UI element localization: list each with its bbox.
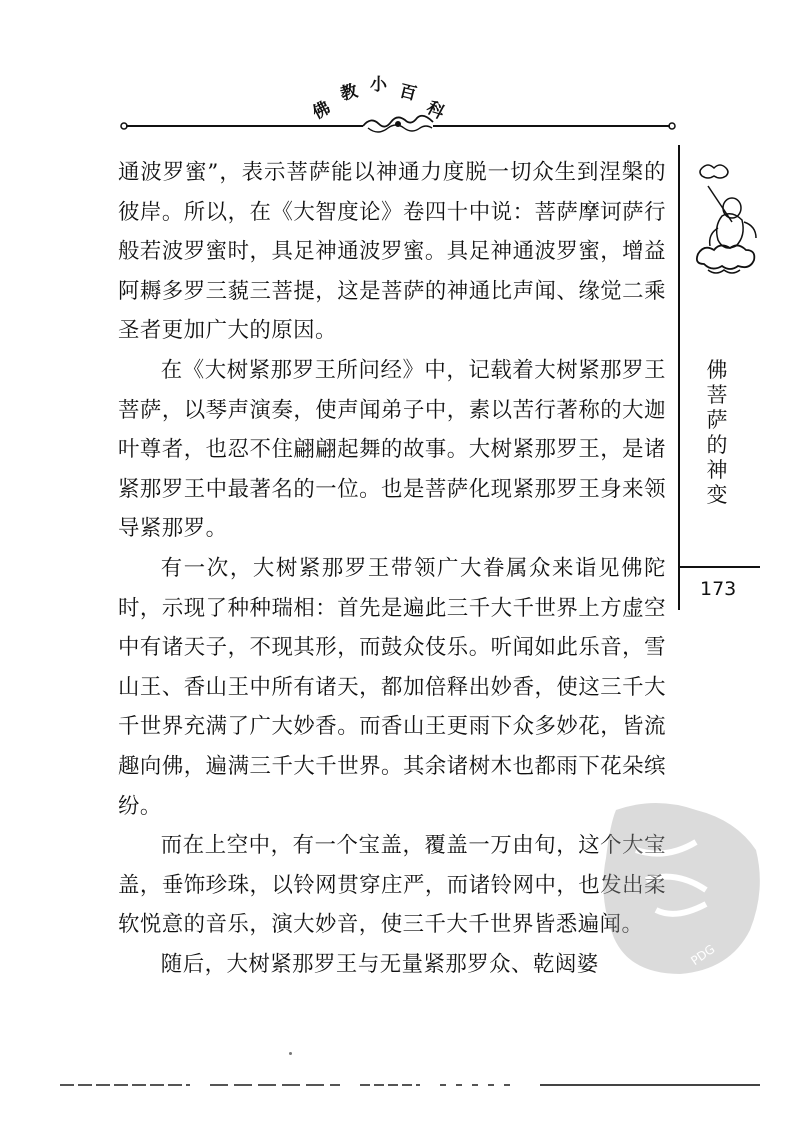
- section-title-char: 萨: [706, 408, 728, 432]
- body-text: [118, 153, 666, 984]
- paragraph: 在《大树紧那罗王所问经》中，记载着大树紧那罗王菩萨，以琴声演奏，使声闻弟子中，素以苦行著称的大迦叶尊者，也忍不住翩翩起舞的故事。大树紧那罗王，是诸紧那罗王中最著名的一位。也是菩萨化现紧那罗王身来领导紧那罗。: [118, 357, 666, 542]
- header-char: 小: [370, 75, 387, 95]
- paragraph: 通波罗蜜”，表示菩萨能以神通力度脱一切众生到涅槃的彼岸。所以，在《大智度论》卷四十中说：菩萨摩诃萨行般若波罗蜜时，具足神通波罗蜜。具足神通波罗蜜，增益阿耨多罗三藐三菩提，这是菩萨的神通比声闻、缘觉二乘圣者更加广大的原因。: [118, 160, 666, 344]
- scan-speck: [289, 1052, 292, 1055]
- side-vertical-rule: [678, 145, 680, 610]
- library-stamp-watermark: [596, 790, 766, 980]
- header-ornamental-rule: [118, 108, 678, 138]
- section-title-char: 神: [706, 458, 728, 482]
- deity-illustration-icon: [688, 158, 760, 290]
- header-char: 教: [338, 81, 360, 105]
- section-title: [702, 358, 732, 508]
- paragraph: 而在上空中，有一个宝盖，覆盖一万由旬，这个大宝盖，垂饰珍珠，以铃网贯穿庄严，而诸铃网中，也发出柔软悦意的音乐，演大妙音，使三千大千世界皆悉遍闻。: [118, 833, 666, 938]
- header-char: 百: [397, 81, 419, 105]
- section-title-char: 佛: [706, 358, 728, 382]
- footer-scan-line: [60, 1080, 760, 1090]
- header-char: 佛: [309, 97, 334, 124]
- section-title-char: 菩: [706, 383, 728, 407]
- page-number-rule: [678, 566, 760, 568]
- section-title-char: 变: [706, 483, 728, 507]
- paragraph: 随后，大树紧那罗王与无量紧那罗众、乾闼婆: [160, 951, 599, 977]
- header-char: 科: [423, 97, 448, 124]
- page-number: 173: [700, 578, 737, 600]
- watermark-label: PDG: [688, 941, 718, 969]
- section-title-char: 的: [706, 433, 728, 457]
- paragraph: 有一次，大树紧那罗王带领广大眷属众来诣见佛陀时，示现了种种瑞相：首先是遍此三千大千世界上方虚空中有诸天子，不现其形，而鼓众伎乐。听闻如此乐音，雪山王、香山王中所有诸天，都加倍释出妙香，使这三千大千世界充满了广大妙香。而香山王更雨下众多妙花，皆流趣向佛，遍满三千大千世界。其余诸树木也都雨下花朵缤纷。: [118, 555, 666, 819]
